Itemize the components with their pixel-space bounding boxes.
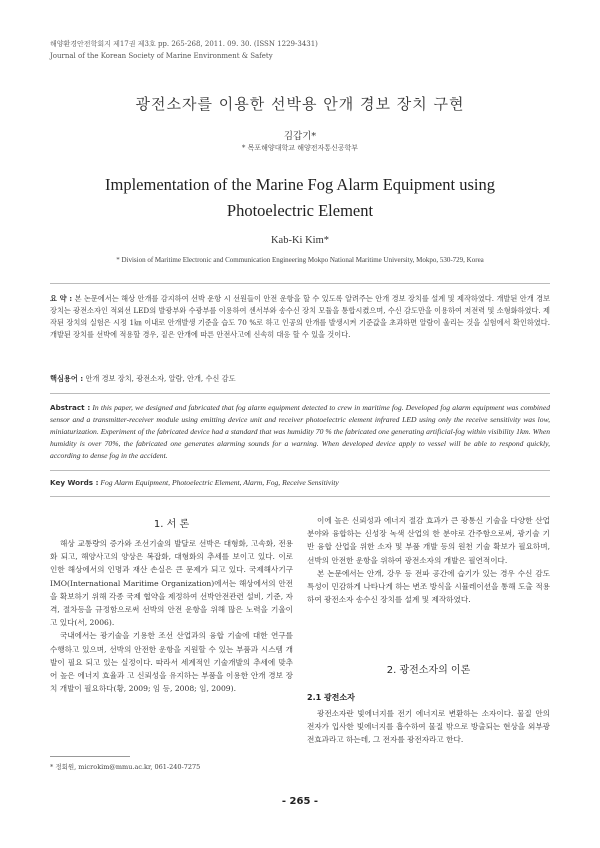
footnote: * 정회원, microkim@mmu.ac.kr, 061-240-7275 bbox=[50, 763, 201, 771]
keywords-ko bbox=[50, 373, 550, 385]
keywords-ko-text: 안개 경보 장치, 광전소자, 알람, 안개, 수신 감도 bbox=[83, 374, 236, 383]
keywords-ko-label: 핵심용어 : bbox=[50, 374, 84, 383]
divider bbox=[50, 496, 550, 497]
affiliation-ko: * 목포해양대학교 해양전자통신공학부 bbox=[241, 144, 359, 152]
section1-paragraph: 국내에서는 광기술을 기용한 조선 산업과의 융합 기술에 대한 연구를 수행하고 있으며, 선박의 안전한 운항을 지원할 수 있는 부품과 시스템 개발이 필요 되고 있는 실정이다. 따라서 세계적인 기술개발의 추세에 맞추어 높은 에너지 효율과 고 신뢰성을 유지하는 부품을 이용한 안개 경보 장치 개발이 필요하다(황, 2009; 임 등, 2008; 임, 2009). bbox=[50, 631, 293, 694]
abstract-ko-text: 본 논문에서는 해상 안개를 감지하여 선박 운항 시 선원들이 안전 운항을 할 수 있도록 알려주는 안개 경보 장치를 설계 및 제작하였다. 개발된 안개 경보 장치는 광전소자인 적외선 LED의 발광부와 수광부를 이용하여 센서부와 송수신 장치 모듈을 통합시켰으며, 수신 감도만을 이용하여 저전력 및 소형화하였다. 제작된 장치의 실험은 시정 1㎞ 이내로 안개발생 기준을 습도 70 %로 하고 인공의 안개를 발생시켜 기준값을 초과하면 알람이 울리는 것을 실험에서 확인하였다. 개발된 장치를 선박에 적용할 경우, 짙은 안개에 따른 안전사고에 신속히 대응 할 수 있을 것이다. bbox=[50, 294, 551, 339]
title-en-line2: Photoelectric Element bbox=[226, 201, 374, 220]
paper-title-en bbox=[0, 172, 600, 224]
section1-paragraph: 본 논문에서는 안개, 강우 등 전파 공간에 습기가 있는 경우 수신 감도 특성이 민감하게 나타나게 하는 변조 방식을 시뮬레이션을 통해 도출 적용하여 광전소자 송수신 장치를 설계 및 제작하였다. bbox=[307, 568, 550, 605]
section2-heading: 2. 광전소자의 이론 bbox=[386, 665, 471, 676]
section1-heading: 1. 서 론 bbox=[153, 519, 190, 530]
divider bbox=[50, 393, 550, 394]
paper-title-ko: 광전소자를 이용한 선박용 안개 경보 장치 구현 bbox=[135, 95, 465, 113]
section1-paragraph: 해상 교통량의 증가와 조선기술의 발달로 선박은 대형화, 고속화, 전용화 되고, 해양사고의 양상은 복잡화, 대형화의 추세를 보이고 있다. 이로 인한 해상에서의 인명과 재산 손실은 큰 문제가 되고 있다. 국제해사기구 IMO(International Maritime Organization)에서는 해상에서의 안전을 확보하기 위해 각종 국제 협약을 제정하여 선박안전관련 설비, 기준, 자격, 절차등을 규정함으로써 선박의 안전 운항을 위해 많은 노력을 기울이고 있다(서, 2006). bbox=[50, 539, 293, 628]
abstract-ko bbox=[50, 293, 550, 341]
journal-name-en: Journal of the Korean Society of Marine Environment & Safety bbox=[50, 52, 273, 60]
section1-paragraph: 이에 높은 신뢰성과 에너지 절감 효과가 큰 광통신 기술을 다양한 산업 분야와 융합하는 신성장 녹색 산업의 한 분야로 간주함으로써, 광기술 기반 융합 산업을 위한 소자 및 부품 개발 등의 원천 기술 확보가 필요하며, 선박의 안전한 운항을 위하여 광전소자의 개발은 필연적이다. bbox=[307, 516, 550, 565]
abstract-en-text: In this paper, we designed and fabricated that fog alarm equipment detected to crew in maritime fog. Developed fog alarm equipment was combined sensor and a transmitter-receiver module using emitting device unit and receiver photoelectric element infrared LED using only the receive sensitivity was low, miniaturization. Experiment of the fabricated device had a standard that was humidity 70 % the fabricated one generating artificial-fog within visibility 1km. When humidity is over 70%, the fabricated one generates alarming sounds for a warning. When developed device apply to vessel will be able to respond quickly, according to dense fog in the accident. bbox=[50, 403, 550, 460]
affiliation-en: * Division of Maritime Electronic and Communication Engineering Mokpo National Maritime University, Mokpo, 530-729, Korea bbox=[116, 256, 484, 264]
abstract-en-label: Abstract : bbox=[50, 403, 91, 412]
keywords-en-label: Key Words : bbox=[50, 478, 99, 487]
journal-info-ko: 해양환경안전학회지 제17권 제3호 pp. 265-268, 2011. 09. 30. (ISSN 1229-3431) bbox=[50, 40, 318, 48]
abstract-en bbox=[50, 402, 550, 462]
section2-paragraph: 광전소자란 빛에너지를 전기 에너지로 변환하는 소자이다. 물질 안의 전자가 입사한 빛에너지를 흡수하여 물질 밖으로 방출되는 현상을 외부광전효과라고 하는데, 그 전자를 광전자라고 한다. bbox=[307, 709, 550, 745]
section1-left-column bbox=[50, 537, 293, 695]
section2-column bbox=[307, 707, 550, 747]
title-en-line1: Implementation of the Marine Fog Alarm Equipment using bbox=[105, 175, 495, 194]
divider bbox=[50, 283, 550, 284]
keywords-en-text: Fog Alarm Equipment, Photoelectric Element, Alarm, Fog, Receive Sensitivity bbox=[98, 478, 339, 487]
abstract-ko-label: 요 약 : bbox=[50, 294, 73, 303]
section2-1-heading: 2.1 광전소자 bbox=[307, 693, 355, 702]
page-number: - 265 - bbox=[281, 796, 319, 807]
journal-header bbox=[50, 38, 318, 62]
section1-right-column bbox=[307, 514, 550, 606]
author-ko: 김갑기* bbox=[283, 131, 317, 142]
footnote-divider bbox=[50, 756, 130, 757]
divider bbox=[50, 470, 550, 471]
author-en: Kab-Ki Kim* bbox=[270, 235, 330, 246]
keywords-en bbox=[50, 477, 550, 489]
